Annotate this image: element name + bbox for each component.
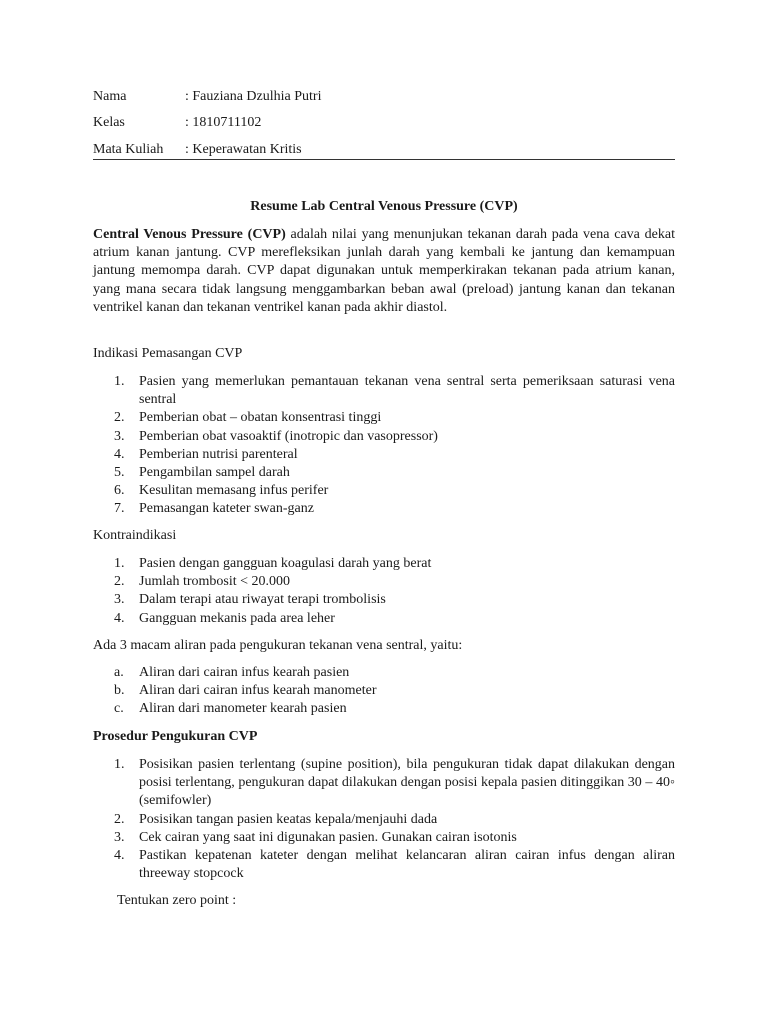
list-marker: 1. [114,757,125,772]
prosedur-list [93,756,675,883]
list-item [93,847,675,883]
indikasi-heading: Indikasi Pemasangan CVP [93,346,243,361]
list-text: Aliran dari cairan infus kearah pasien [139,665,350,680]
header-value: : Fauziana Dzulhia Putri [185,89,322,104]
list-marker: 2. [114,410,125,426]
list-item [93,591,675,609]
aliran-heading: Ada 3 macam aliran pada pengukuran tekanan vena sentral, yaitu: [93,638,463,653]
list-text: Dalam terapi atau riwayat terapi trombolisis [139,592,386,608]
header-label: Nama [93,89,127,104]
list-text: Pemberian obat – obatan konsentrasi tinggi [139,410,382,426]
list-item [93,811,675,829]
list-text: Cek cairan yang saat ini digunakan pasien. Gunakan cairan isotonis [139,829,517,845]
header-label: Mata Kuliah [93,142,164,157]
list-item [93,428,675,446]
list-item [93,482,675,500]
intro-term: Central Venous Pressure (CVP) [93,227,286,242]
header-value: : 1810711102 [185,115,262,130]
list-marker: 5. [114,465,125,481]
list-item [93,500,675,518]
zero-point-text: Tentukan zero point : [117,893,237,908]
list-item [93,756,675,811]
document-title: Resume Lab Central Venous Pressure (CVP) [250,199,518,214]
list-marker: 7. [114,501,125,517]
list-text: Posisikan pasien terlentang (supine position), bila pengukuran tidak dapat dilakukan dengan posisi terlentang, pengukuran dapat dilakukan dengan posisi kepala pasien ditinggikan 30 – 40◦ (semifowler) [139,757,675,809]
list-marker: 4. [114,446,125,462]
list-item [93,555,675,573]
list-item [93,409,675,427]
list-marker: 6. [114,483,125,499]
prosedur-heading: Prosedur Pengukuran CVP [93,729,258,744]
list-marker: 2. [114,574,125,590]
list-text: Aliran dari cairan infus kearah manometer [139,683,377,699]
list-text: Pemberian obat vasoaktif (inotropic dan vasopressor) [139,428,438,444]
list-text: Jumlah trombosit < 20.000 [139,574,291,590]
kontraindikasi-list [93,555,675,628]
list-marker: 3. [114,592,125,608]
aliran-list [93,664,675,719]
list-item [93,573,675,591]
list-item [93,664,675,682]
list-text: Pengambilan sampel darah [139,465,290,481]
list-marker: a. [114,665,124,680]
list-item [93,700,675,718]
list-marker: 4. [114,848,125,864]
list-text: Pastikan kepatenan kateter dengan melihat kelancaran aliran cairan infus dengan aliran threeway stopcock [139,848,675,882]
kontraindikasi-heading: Kontraindikasi [93,528,177,543]
list-text: Pasien dengan gangguan koagulasi darah yang berat [139,556,432,571]
list-item [93,446,675,464]
list-item [93,610,675,628]
list-marker: 3. [114,829,125,845]
list-marker: b. [114,683,125,699]
list-marker: 4. [114,610,125,626]
list-item [93,829,675,847]
list-text: Pasien yang memerlukan pemantauan tekanan vena sentral serta pemeriksaan saturasi vena sentral [139,374,675,408]
indikasi-list [93,373,675,519]
list-marker: c. [114,701,124,717]
list-text: Posisikan tangan pasien keatas kepala/menjauhi dada [139,811,438,827]
list-marker: 2. [114,811,125,827]
list-text: Pemasangan kateter swan-ganz [139,501,314,517]
list-item [93,682,675,700]
header-value: : Keperawatan Kritis [185,142,302,157]
header-divider [93,159,675,160]
list-marker: 1. [114,556,125,571]
list-text: Kesulitan memasang infus perifer [139,483,329,499]
list-marker: 3. [114,428,125,444]
list-item [93,464,675,482]
list-item [93,373,675,409]
header-label: Kelas [93,115,125,130]
list-text: Aliran dari manometer kearah pasien [139,701,347,717]
intro-text: adalah nilai yang menunjukan tekanan darah pada vena cava dekat atrium kanan jantung. CVP merefleksikan junlah darah yang kembali ke jantung dan kemampuan jantung memompa darah. CVP dapat digunakan untuk memperkirakan tekanan pada atrium kanan, yang mana secara tidak langsung menggambarkan beban awal (preload) jantung kanan dan tekanan ventrikel kanan dan tekanan ventrikel kanan pada akhir diastol. [93,227,675,315]
list-marker: 1. [114,374,125,389]
list-text: Gangguan mekanis pada area leher [139,610,335,626]
intro-paragraph [93,226,675,317]
list-text: Pemberian nutrisi parenteral [139,446,298,462]
